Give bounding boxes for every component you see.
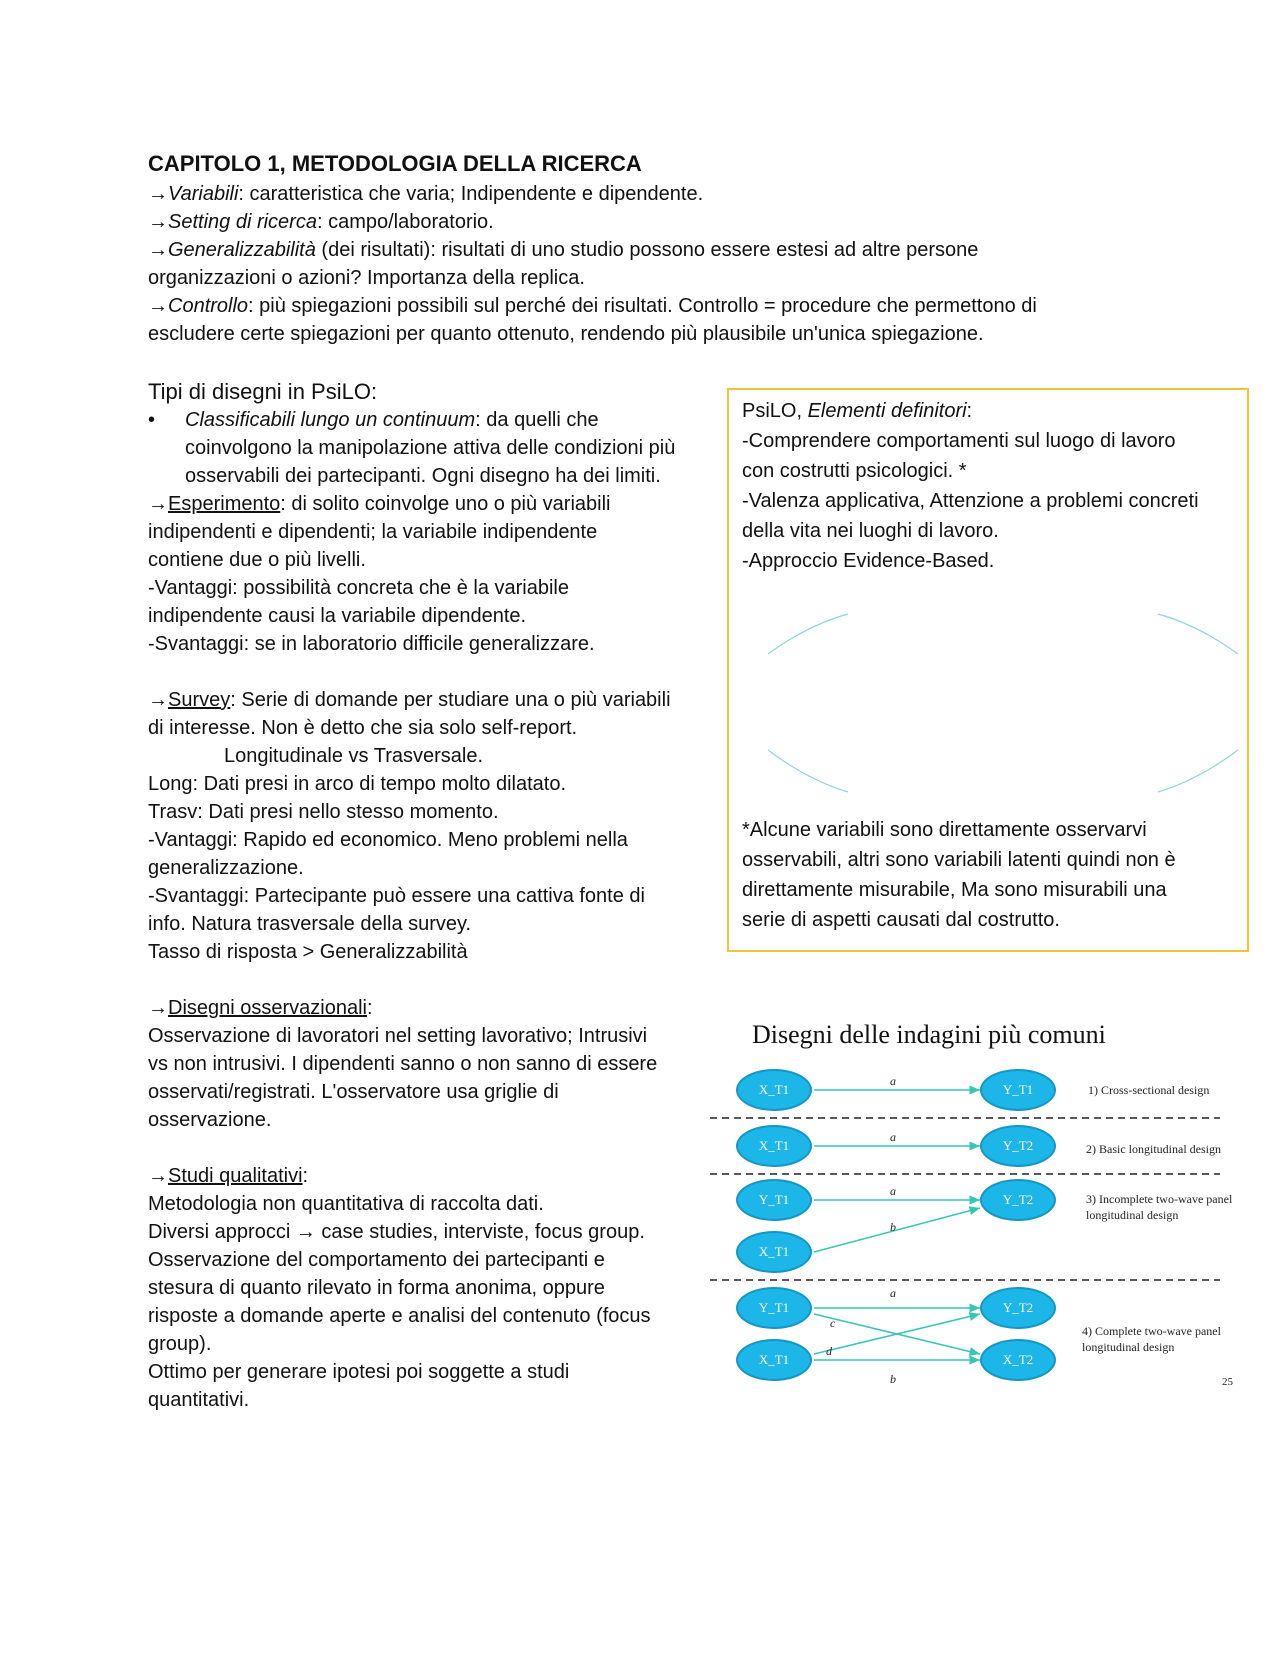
intro-generalizzabilita (148, 236, 978, 264)
term-continuum: Classificabili lungo un continuum (185, 409, 476, 431)
survey-long: Long: Dati presi in arco di tempo molto dilatato. (148, 773, 566, 795)
term-generalizzabilita: Generalizzabilità (168, 239, 316, 261)
box-note-2: osservabili, altri sono variabili latenti quindi non è (742, 849, 1176, 871)
survey-trasv: Trasv: Dati presi nello stesso momento. (148, 801, 499, 823)
figure-title: Disegni delle indagini più comuni (752, 1020, 1106, 1049)
node-x-t1: X_T1 (736, 1231, 812, 1273)
coef-d: d (826, 1344, 832, 1358)
intro-setting (148, 208, 494, 236)
node-y-t2: Y_T2 (980, 1179, 1056, 1221)
qualitativi-line-6: group). (148, 1333, 212, 1355)
esperimento-svantaggi: -Svantaggi: se in laboratorio difficile generalizzare. (148, 633, 595, 655)
survey-line-1 (148, 686, 671, 714)
box-line-4: -Valenza applicativa, Attenzione a problemi concreti (742, 490, 1199, 512)
node-x-t1: X_T1 (736, 1339, 812, 1381)
node-y-t1: Y_T1 (736, 1287, 812, 1329)
box-line-3: con costrutti psicologici. * (742, 460, 967, 482)
intro-controllo-cont: escludere certe spiegazioni per quanto ottenuto, rendendo più plausibile un'unica spiegazione. (148, 323, 984, 345)
term-controllo: Controllo (168, 295, 249, 317)
box-note-4: serie di aspetti causati dal costrutto. (742, 909, 1060, 931)
esperimento-line-2: indipendenti e dipendenti; la variabile indipendente (148, 521, 598, 543)
arrow-icon: → (148, 239, 168, 261)
term-setting: Setting di ricerca (168, 211, 317, 233)
qualitativi-heading (148, 1162, 308, 1190)
coef-a: a (890, 1286, 896, 1300)
esperimento-vantaggi-2: indipendente causi la variabile dipendente. (148, 605, 527, 627)
qualitativi-line-1: Metodologia non quantitativa di raccolta dati. (148, 1193, 544, 1215)
tipi-bullet-1 (185, 406, 599, 434)
node-y-t2: Y_T2 (980, 1125, 1056, 1167)
arrow-icon: → (295, 1221, 316, 1243)
esperimento-line-1 (148, 490, 610, 518)
qualitativi-line-3: Osservazione del comportamento dei partecipanti e (148, 1249, 605, 1271)
qualitativi-approcci-list: case studies, interviste, focus group. (315, 1221, 645, 1243)
box-line-5: della vita nei luoghi di lavoro. (742, 520, 999, 542)
arrow-icon: → (148, 1165, 168, 1187)
qualitativi-approcci: Diversi approcci (148, 1221, 296, 1243)
osservazionali-line-2: vs non intrusivi. I dipendenti sanno o non sanno di essere (148, 1053, 658, 1075)
osservazionali-colon: : (366, 997, 373, 1019)
arc-top-right (1158, 614, 1238, 654)
osservazionali-line-3: osservati/registrati. L'osservatore usa griglie di (148, 1081, 559, 1103)
chapter-heading: CAPITOLO 1, METODOLOGIA DELLA RICERCA (148, 151, 642, 176)
arc-bottom-right (1158, 750, 1238, 792)
esperimento-line-3: contiene due o più livelli. (148, 549, 366, 571)
node-y-t1: Y_T1 (980, 1069, 1056, 1111)
qualitativi-line-5: risposte a domande aperte e analisi del contenuto (focus (148, 1305, 651, 1327)
path-arrow (814, 1208, 980, 1252)
esperimento-vantaggi-1: -Vantaggi: possibilità concreta che è la variabile (148, 577, 569, 599)
arc-top-left (768, 614, 848, 654)
box-line-2: -Comprendere comportamenti sul luogo di lavoro (742, 430, 1176, 452)
bullet-icon: • (148, 409, 156, 431)
node-y-t1: Y_T1 (736, 1179, 812, 1221)
box-note-1: *Alcune variabili sono direttamente osservarvi (742, 819, 1147, 841)
box-line-6: -Approccio Evidence-Based. (742, 550, 995, 572)
tipi-bullet-3: osservabili dei partecipanti. Ogni disegno ha dei limiti. (185, 465, 661, 487)
coef-b: b (890, 1220, 896, 1234)
text-continuum: : da quelli che (475, 409, 599, 431)
tipi-bullet-2: coinvolgono la manipolazione attiva delle condizioni più (185, 437, 676, 459)
survey-svantaggi-2: info. Natura trasversale della survey. (148, 913, 472, 935)
survey-svantaggi-1: -Svantaggi: Partecipante può essere una cattiva fonte di (148, 885, 645, 907)
arrow-icon: → (148, 183, 168, 205)
node-x-t1: X_T1 (736, 1125, 812, 1167)
text-setting: : campo/laboratorio. (316, 211, 494, 233)
text-generalizzabilita: (dei risultati): risultati di uno studio possono essere estesi ad altre persone (315, 239, 979, 261)
term-variabili: Variabili (168, 183, 239, 205)
design-label-1: 1) Cross-sectional design (1088, 1083, 1210, 1097)
text-variabili: : caratteristica che varia; Indipendente e dipendente. (238, 183, 704, 205)
arc-bottom-left (768, 750, 848, 792)
term-survey: Survey (168, 689, 231, 711)
qualitativi-line-4: stesura di quanto rilevato in forma anonima, oppure (148, 1277, 605, 1299)
figure-page-number: 25 (1222, 1376, 1233, 1388)
box-title-colon: : (966, 400, 973, 422)
node-y-t2: Y_T2 (980, 1287, 1056, 1329)
design-label-4b: longitudinal design (1082, 1340, 1175, 1354)
text-esperimento: : di solito coinvolge uno o più variabili (280, 493, 611, 515)
arrow-icon: → (148, 295, 168, 317)
node-x-t2: X_T2 (980, 1339, 1056, 1381)
qualitativi-colon: : (302, 1165, 309, 1187)
coef-a: a (890, 1074, 896, 1088)
text-controllo: : più spiegazioni possibili sul perché dei risultati. Controllo = procedure che permettono di (248, 295, 1037, 317)
node-x-t1: X_T1 (736, 1069, 812, 1111)
osservazionali-line-1: Osservazione di lavoratori nel setting lavorativo; Intrusivi (148, 1025, 648, 1047)
box-note-3: direttamente misurabile, Ma sono misurabili una (742, 879, 1167, 901)
survey-line-2: di interesse. Non è detto che sia solo self-report. (148, 717, 578, 739)
arrow-icon: → (148, 493, 168, 515)
text-survey: : Serie di domande per studiare una o più variabili (230, 689, 671, 711)
coef-a: a (890, 1184, 896, 1198)
intro-variabili (148, 180, 703, 208)
osservazionali-line-4: osservazione. (148, 1109, 272, 1131)
arrow-icon: → (148, 689, 168, 711)
box-title-psilo: PsiLO, (742, 400, 808, 422)
survey-vantaggi-2: generalizzazione. (148, 857, 304, 879)
intro-generalizzabilita-cont: organizzazioni o azioni? Importanza della replica. (148, 267, 585, 289)
design-label-2: 2) Basic longitudinal design (1086, 1142, 1221, 1156)
box-title (742, 396, 972, 426)
design-label-3b: longitudinal design (1086, 1208, 1179, 1222)
osservazionali-heading (148, 994, 373, 1022)
qualitativi-line-8: quantitativi. (148, 1389, 250, 1411)
coef-b: b (890, 1372, 896, 1386)
coef-c: c (830, 1316, 836, 1330)
term-qualitativi: Studi qualitativi (168, 1165, 303, 1187)
tipi-title: Tipi di disegni in PsiLO: (148, 379, 378, 404)
design-label-4a: 4) Complete two-wave panel (1082, 1324, 1221, 1338)
survey-subtitle: Longitudinale vs Trasversale. (224, 745, 484, 767)
qualitativi-line-2 (148, 1218, 645, 1246)
term-osservazionali: Disegni osservazionali (168, 997, 367, 1019)
qualitativi-line-7: Ottimo per generare ipotesi poi soggette a studi (148, 1361, 570, 1383)
arrow-icon: → (148, 997, 168, 1019)
coef-a: a (890, 1130, 896, 1144)
design-label-3a: 3) Incomplete two-wave panel (1086, 1192, 1233, 1206)
box-title-term: Elementi definitori (807, 400, 967, 422)
survey-vantaggi-1: -Vantaggi: Rapido ed economico. Meno problemi nella (148, 829, 628, 851)
term-esperimento: Esperimento (168, 493, 281, 515)
survey-tasso: Tasso di risposta > Generalizzabilità (148, 941, 468, 963)
decorative-arcs (728, 600, 1248, 800)
arrow-icon: → (148, 211, 168, 233)
intro-controllo (148, 292, 1037, 320)
